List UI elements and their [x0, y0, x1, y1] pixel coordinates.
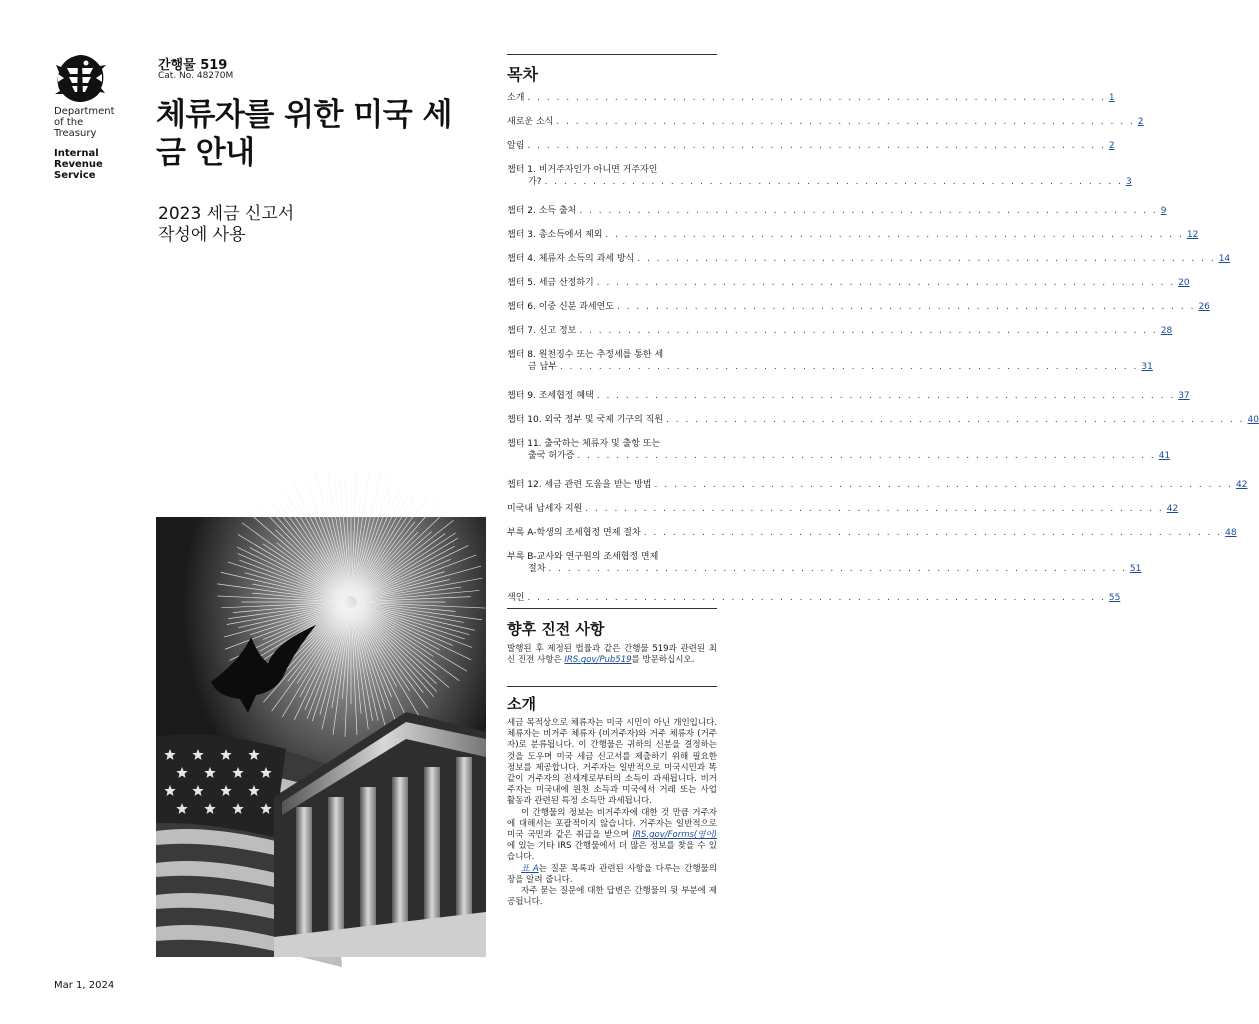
publication-date: Mar 1, 2024 — [54, 980, 115, 991]
toc-item-label: 챕터 4. 체류자 소득의 과세 방식 — [507, 254, 635, 264]
toc-item[interactable] — [507, 229, 1199, 241]
toc-page-link[interactable]: 51 — [1129, 564, 1142, 574]
toc-item-label: 가? — [528, 177, 542, 187]
toc-leader-dots: . . . . . . . . . . . . . . . . . . . . . . . . . . . . . . . . . . . . . . . . . . . . . . . . . . . . . . . . . . . . — [654, 480, 1233, 490]
department-line: Treasury — [54, 128, 97, 139]
toc-item-label: 절차 — [528, 564, 546, 574]
title-line: 체류자를 위한 미국 세 — [156, 97, 452, 133]
pub519-link[interactable]: IRS.gov/Pub519 — [564, 655, 632, 666]
toc-item-label: 부록 A-학생의 조세협정 면제 절차 — [507, 528, 641, 538]
toc-item[interactable] — [507, 349, 1153, 373]
toc-leader-dots: . . . . . . . . . . . . . . . . . . . . . . . . . . . . . . . . . . . . . . . . . . . . . . . . . . . . . . . . . . . . — [596, 278, 1176, 288]
table-a-link[interactable]: 표 A — [521, 863, 539, 874]
agency-line: Service — [54, 170, 96, 181]
toc-page-link[interactable]: 14 — [1218, 254, 1231, 264]
toc-item[interactable] — [507, 301, 1210, 313]
toc-leader-dots: . . . . . . . . . . . . . . . . . . . . . . . . . . . . . . . . . . . . . . . . . . . . . . . . . . . . . . . . . . . . — [643, 528, 1223, 538]
toc-item[interactable] — [507, 479, 1248, 491]
toc-page-link[interactable]: 12 — [1186, 230, 1199, 240]
toc-item-label: 금 납부 — [528, 362, 557, 372]
publication-number: 간행물 519 — [158, 58, 228, 73]
toc-item[interactable] — [507, 551, 1142, 575]
subtitle-line: 2023 세금 신고서 — [158, 204, 295, 224]
toc-item-label: 챕터 10. 외국 정부 및 국제 기구의 직원 — [507, 415, 664, 425]
toc-leader-dots: . . . . . . . . . . . . . . . . . . . . . . . . . . . . . . . . . . . . . . . . . . . . . . . . . . . . . . . . . . . . — [585, 504, 1164, 514]
toc-leader-dots: . . . . . . . . . . . . . . . . . . . . . . . . . . . . . . . . . . . . . . . . . . . . . . . . . . . . . . . . . . . . — [616, 302, 1196, 312]
subtitle-line: 작성에 사용 — [158, 225, 246, 245]
irs-eagle-logo — [52, 52, 108, 104]
toc-item-label: 출국 허가증 — [528, 451, 575, 461]
future-text-after: 를 방문하십시오. — [631, 655, 695, 666]
toc-item[interactable] — [507, 253, 1231, 265]
toc-item-label: 새로운 소식 — [507, 117, 554, 127]
toc-page-link[interactable]: 20 — [1178, 278, 1190, 288]
toc-page-link[interactable]: 48 — [1225, 528, 1237, 538]
toc-item-label: 챕터 2. 소득 출처 — [507, 206, 577, 216]
toc-leader-dots: . . . . . . . . . . . . . . . . . . . . . . . . . . . . . . . . . . . . . . . . . . . . . . . . . . . . . . . . . . . . — [577, 451, 1156, 461]
intro-paragraph-1: 세금 목적상으로 체류자는 미국 시민이 아닌 개인입니다. 체류자는 비거주 체류자 (비거주자)와 거주 체류자 (거주자)로 분류됩니다. 이 간행물은 귀하의 신분을 결정하는 것을 도우며 미국 세금 신고서를 제출하기 위해 필요한 정보를 제공합니다. 거주자는 일반적으로 미국시민과 똑같이 거주자의 전세계로부터의 소득이 과세됩니다. 비거주자는 미국내에 원천 소득과 미국에서 거래 또는 사업 활동과 관련된 특정 소득만 과세됩니다. — [507, 718, 717, 807]
toc-page-link[interactable]: 2 — [1137, 117, 1144, 127]
future-text-before: 발행된 후 제정된 법률과 같은 간행물 519과 관련된 최신 진전 사항은 — [507, 644, 717, 666]
introduction-body — [507, 718, 717, 908]
agency-line: Revenue — [54, 159, 103, 170]
intro-paragraph-2 — [507, 808, 717, 864]
toc-item-label: 소개 — [507, 93, 525, 103]
toc-page-link[interactable]: 42 — [1235, 480, 1248, 490]
toc-page-link[interactable]: 41 — [1158, 451, 1171, 461]
toc-page-link[interactable]: 2 — [1108, 141, 1115, 151]
toc-leader-dots: . . . . . . . . . . . . . . . . . . . . . . . . . . . . . . . . . . . . . . . . . . . . . . . . . . . . . . . . . . . . — [527, 93, 1106, 103]
toc-leader-dots: . . . . . . . . . . . . . . . . . . . . . . . . . . . . . . . . . . . . . . . . . . . . . . . . . . . . . . . . . . . . — [666, 415, 1245, 425]
toc-leader-dots: . . . . . . . . . . . . . . . . . . . . . . . . . . . . . . . . . . . . . . . . . . . . . . . . . . . . . . . . . . . . — [637, 254, 1216, 264]
toc-page-link[interactable]: 55 — [1108, 593, 1121, 603]
intro-p3-after: 는 질문 목록과 관련된 사항을 다루는 간행물의 장을 알려 줍니다. — [507, 863, 717, 885]
toc-page-link[interactable]: 40 — [1247, 415, 1259, 425]
toc-item-label: 챕터 6. 이중 신분 과세연도 — [507, 302, 614, 312]
future-developments-text — [507, 644, 717, 666]
toc-item-label: 챕터 12. 세금 관련 도움을 받는 방법 — [507, 480, 652, 490]
toc-item-label: 챕터 9. 조세협정 혜택 — [507, 391, 594, 401]
toc-item[interactable] — [507, 277, 1190, 289]
intro-paragraph-3 — [507, 864, 717, 886]
table-of-contents — [507, 92, 1259, 604]
toc-leader-dots: . . . . . . . . . . . . . . . . . . . . . . . . . . . . . . . . . . . . . . . . . . . . . . . . . . . . . . . . . . . . — [556, 117, 1135, 127]
intro-p2-after: 에 있는 기타 IRS 간행물에서 더 많은 정보를 찾을 수 있습니다. — [507, 841, 717, 863]
toc-page-link[interactable]: 37 — [1178, 391, 1190, 401]
intro-paragraph-4: 자주 묻는 질문에 대한 답변은 간행물의 뒷 부분에 제공됩니다. — [507, 886, 717, 908]
toc-leader-dots: . . . . . . . . . . . . . . . . . . . . . . . . . . . . . . . . . . . . . . . . . . . . . . . . . . . . . . . . . . . . — [527, 141, 1106, 151]
toc-item[interactable] — [507, 414, 1259, 426]
toc-item[interactable] — [507, 438, 1171, 462]
toc-item-label: 알림 — [507, 141, 525, 151]
toc-item[interactable] — [507, 325, 1173, 337]
section-rule — [507, 608, 717, 609]
toc-page-link[interactable]: 1 — [1108, 93, 1115, 103]
future-developments-heading: 향후 진전 사항 — [507, 620, 605, 638]
department-line: Department — [54, 106, 115, 117]
toc-page-link[interactable]: 9 — [1160, 206, 1167, 216]
catalog-number: Cat. No. 48270M — [158, 71, 234, 81]
section-rule — [507, 686, 717, 687]
toc-item[interactable] — [507, 140, 1115, 152]
intro-p2-before: 이 간행물의 정보는 비거주자에 대한 것 만큼 거주자에 대해서는 포괄적이지 않습니다. 거주자는 일반적으로 미국 국민과 같은 취급을 받으며 — [507, 807, 717, 841]
title-line: 금 안내 — [156, 135, 255, 171]
toc-item-label: 챕터 11. 출국하는 체류자 및 출항 또는 — [507, 439, 661, 449]
toc-item[interactable] — [507, 92, 1115, 104]
toc-page-link[interactable]: 42 — [1166, 504, 1179, 514]
toc-leader-dots: . . . . . . . . . . . . . . . . . . . . . . . . . . . . . . . . . . . . . . . . . . . . . . . . . . . . . . . . . . . . — [579, 206, 1158, 216]
toc-top-rule — [507, 54, 717, 55]
toc-item[interactable] — [507, 164, 1132, 188]
toc-item-label: 챕터 3. 총소득에서 제외 — [507, 230, 603, 240]
toc-item-label: 챕터 8. 원천징수 또는 추정세를 통한 세 — [507, 350, 664, 360]
toc-item-label: 챕터 7. 신고 정보 — [507, 326, 577, 336]
toc-leader-dots: . . . . . . . . . . . . . . . . . . . . . . . . . . . . . . . . . . . . . . . . . . . . . . . . . . . . . . . . . . . . — [559, 362, 1139, 372]
internal-revenue-service — [54, 148, 103, 181]
department-line: of the — [54, 117, 84, 128]
toc-item[interactable] — [507, 390, 1190, 402]
toc-item[interactable] — [507, 205, 1167, 217]
toc-leader-dots: . . . . . . . . . . . . . . . . . . . . . . . . . . . . . . . . . . . . . . . . . . . . . . . . . . . . . . . . . . . . — [544, 177, 1123, 187]
toc-item-label: 부록 B-교사와 연구원의 조세협정 면제 — [507, 552, 659, 562]
toc-leader-dots: . . . . . . . . . . . . . . . . . . . . . . . . . . . . . . . . . . . . . . . . . . . . . . . . . . . . . . . . . . . . — [596, 391, 1176, 401]
toc-heading: 목차 — [507, 65, 538, 84]
toc-item[interactable] — [507, 527, 1237, 539]
toc-page-link[interactable]: 3 — [1125, 177, 1132, 187]
toc-leader-dots: . . . . . . . . . . . . . . . . . . . . . . . . . . . . . . . . . . . . . . . . . . . . . . . . . . . . . . . . . . . . — [527, 593, 1106, 603]
publication-title — [156, 96, 476, 172]
introduction-heading: 소개 — [507, 695, 536, 713]
toc-leader-dots: . . . . . . . . . . . . . . . . . . . . . . . . . . . . . . . . . . . . . . . . . . . . . . . . . . . . . . . . . . . . — [605, 230, 1184, 240]
toc-item[interactable] — [507, 503, 1179, 515]
toc-item[interactable] — [507, 116, 1144, 128]
toc-page-link[interactable]: 28 — [1160, 326, 1173, 336]
toc-leader-dots: . . . . . . . . . . . . . . . . . . . . . . . . . . . . . . . . . . . . . . . . . . . . . . . . . . . . . . . . . . . . — [579, 326, 1158, 336]
department-of-treasury — [54, 106, 115, 139]
agency-line: Internal — [54, 148, 99, 159]
toc-page-link[interactable]: 26 — [1198, 302, 1210, 312]
toc-item-label: 색인 — [507, 593, 525, 603]
cover-photo-fireworks-eagle-flag — [156, 517, 486, 957]
toc-item-label: 챕터 1. 비거주자인가 아니면 거주자인 — [507, 165, 658, 175]
toc-leader-dots: . . . . . . . . . . . . . . . . . . . . . . . . . . . . . . . . . . . . . . . . . . . . . . . . . . . . . . . . . . . . — [548, 564, 1127, 574]
toc-item-label: 미국내 납세자 지원 — [507, 504, 583, 514]
toc-item[interactable] — [507, 592, 1121, 604]
publication-subtitle — [158, 204, 458, 246]
toc-page-link[interactable]: 31 — [1141, 362, 1153, 372]
toc-item-label: 챕터 5. 세금 산정하기 — [507, 278, 594, 288]
irs-forms-link[interactable]: IRS.gov/Forms(영어) — [632, 830, 717, 841]
